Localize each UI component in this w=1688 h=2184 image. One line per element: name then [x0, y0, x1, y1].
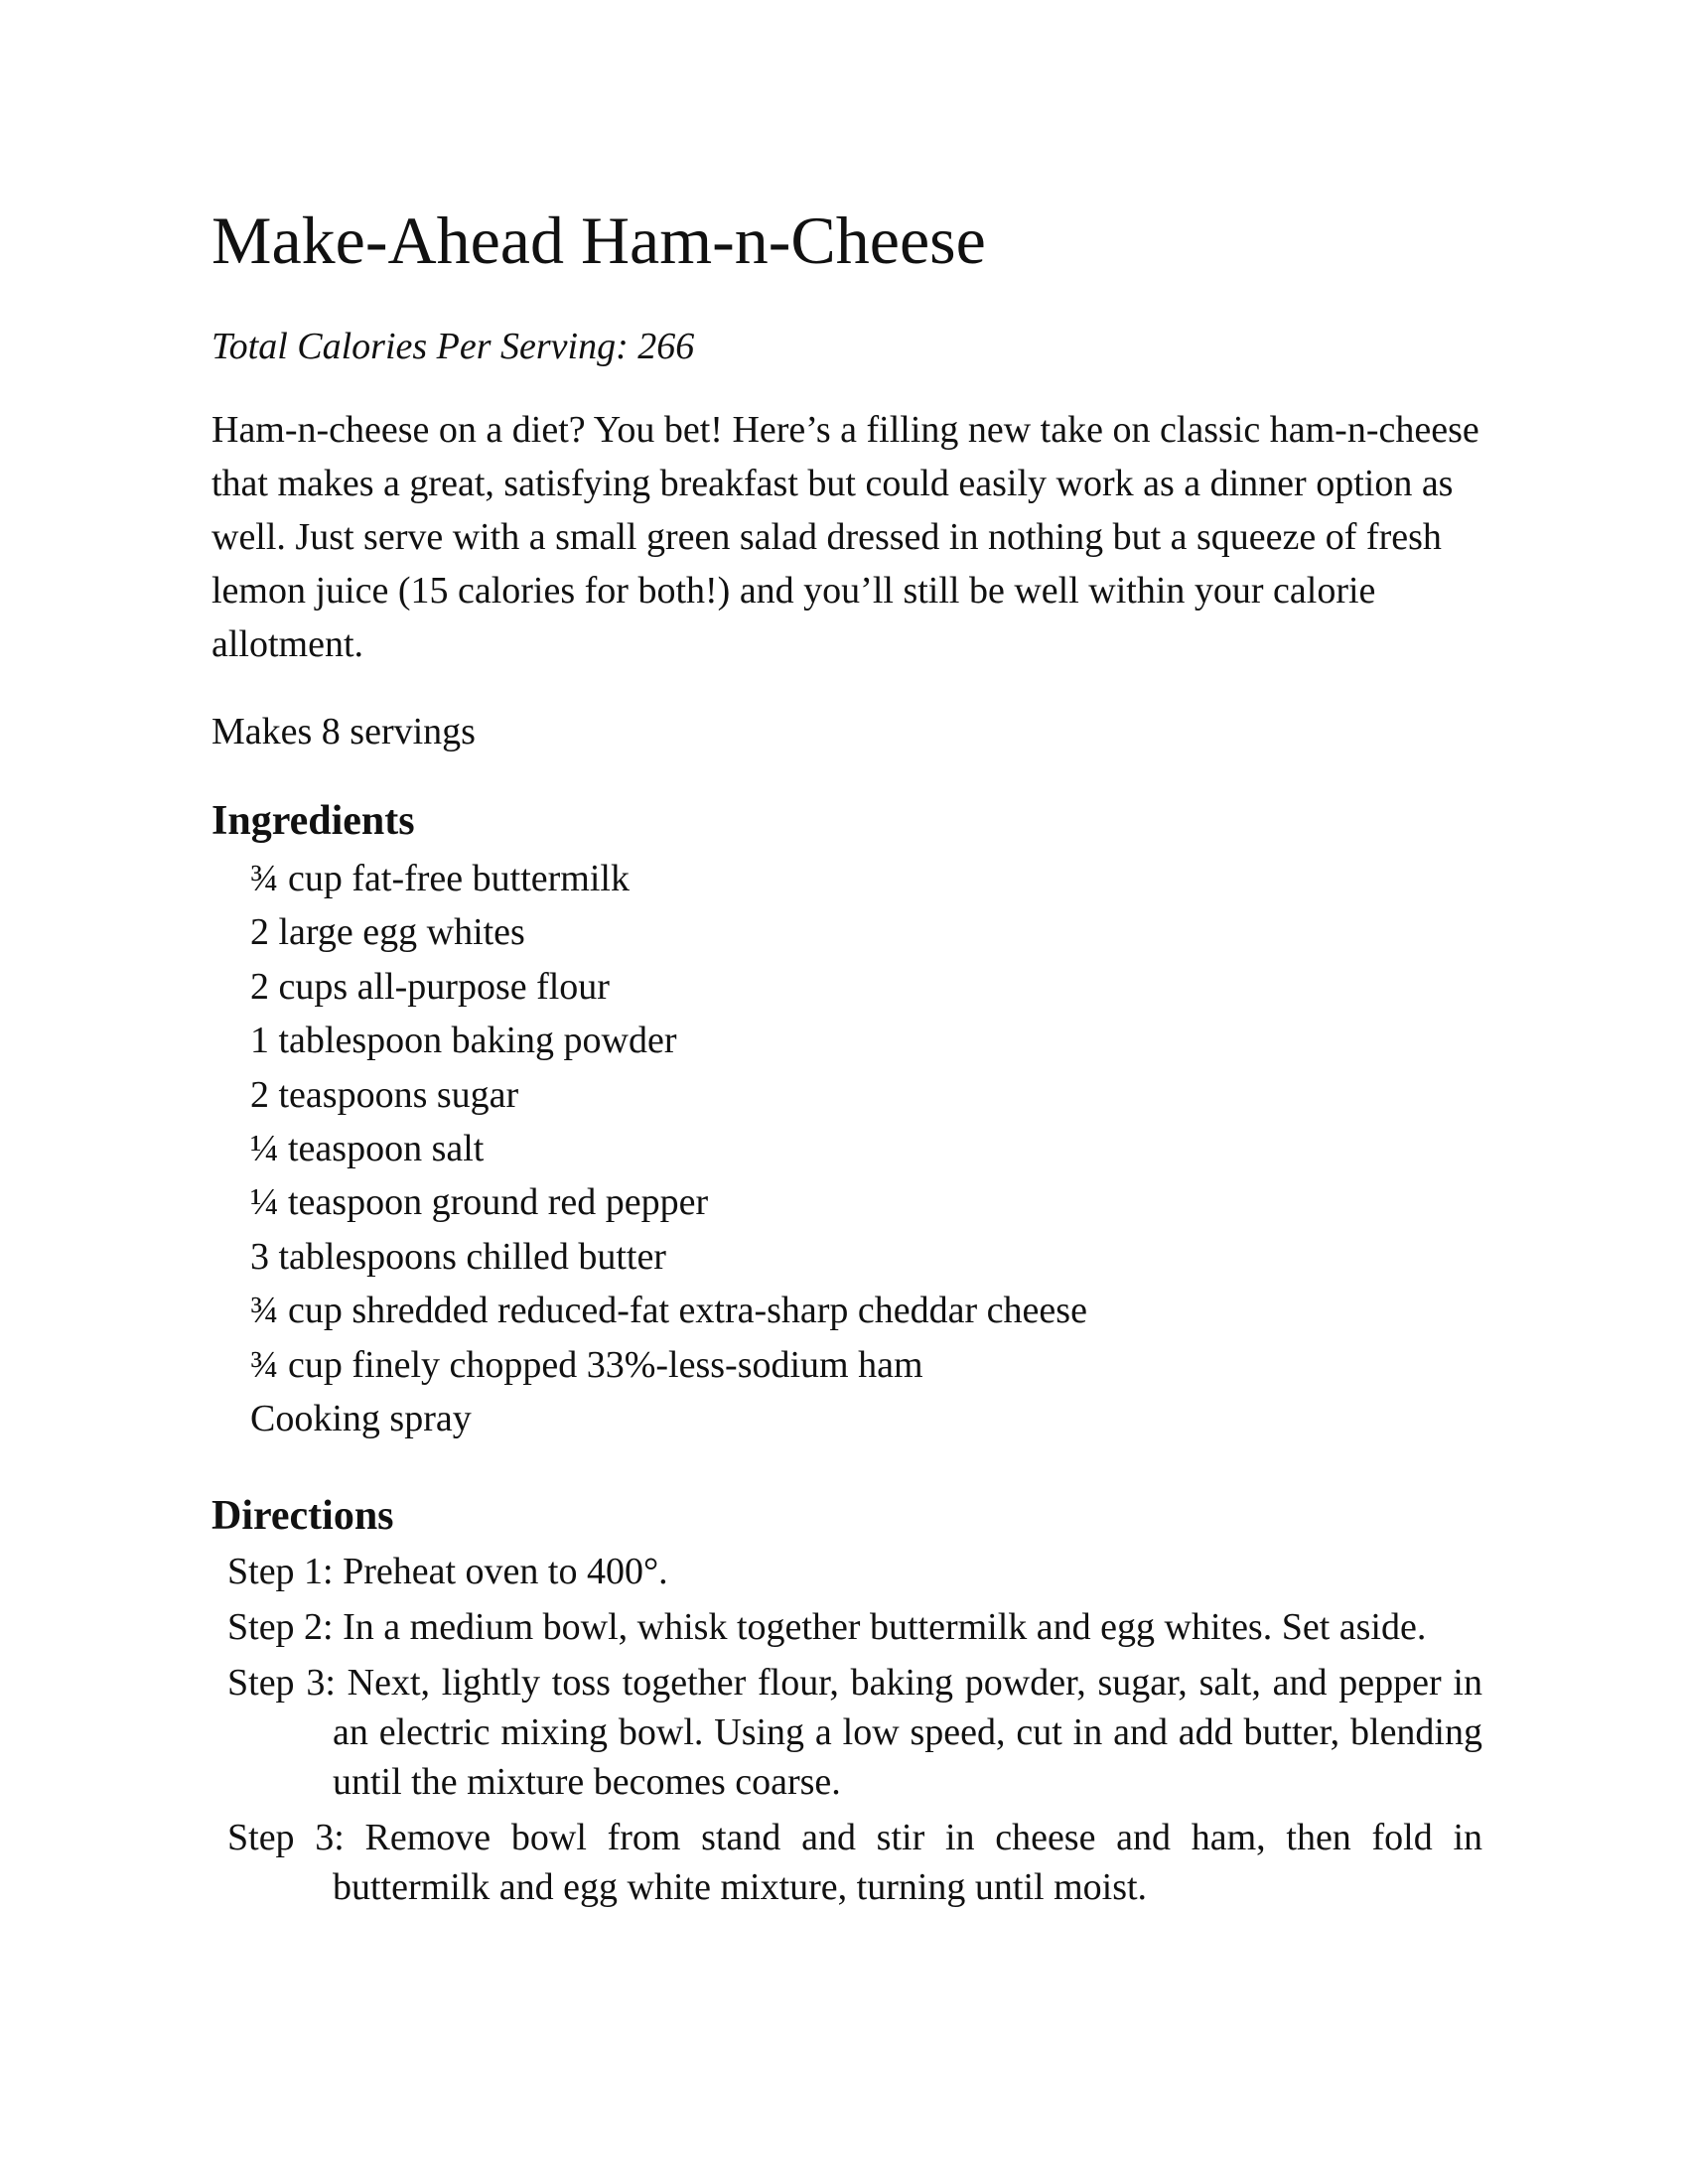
ingredient-item: 3 tablespoons chilled butter — [250, 1235, 666, 1278]
ingredient-item: 2 large egg whites — [250, 911, 525, 954]
recipe-page — [211, 199, 1482, 1918]
ingredient-list — [211, 852, 1482, 1445]
calories-per-serving: Total Calories Per Serving: 266 — [211, 326, 695, 367]
servings-count: Makes 8 servings — [211, 711, 476, 752]
direction-step: Step 1: Preheat oven to 400°. — [227, 1551, 668, 1593]
ingredient-item: ¾ cup finely chopped 33%-less-sodium ham — [250, 1343, 923, 1386]
ingredients-heading: Ingredients — [211, 798, 415, 844]
ingredient-item: ¼ teaspoon ground red pepper — [250, 1181, 709, 1224]
direction-step: Step 2: In a medium bowl, whisk together buttermilk and egg whites. Set aside. — [227, 1606, 1427, 1649]
directions-heading: Directions — [211, 1493, 394, 1540]
ingredient-item: 2 teaspoons sugar — [250, 1073, 519, 1116]
recipe-title: Make-Ahead Ham-n-Cheese — [211, 203, 986, 278]
ingredient-item: 2 cups all-purpose flour — [250, 965, 610, 1008]
ingredient-item: ¼ teaspoon salt — [250, 1128, 485, 1170]
direction-step: Step 3: Next, lightly toss together flour, baking powder, sugar, salt, and pepper in an electric mixing bowl. Using a low speed, cut in and add butter, blending until the mixture becomes coarse. — [227, 1662, 1482, 1804]
ingredient-item: 1 tablespoon baking powder — [250, 1020, 677, 1062]
direction-step: Step 3: Remove bowl from stand and stir in cheese and ham, then fold in buttermilk and egg white mixture, turning until moist. — [227, 1817, 1482, 1909]
directions-list — [211, 1547, 1482, 1912]
ingredient-item: ¾ cup shredded reduced-fat extra-sharp cheddar cheese — [250, 1290, 1087, 1332]
recipe-intro: Ham-n-cheese on a diet? You bet! Here’s a filling new take on classic ham-n-cheese that makes a great, satisfying breakfast but could easily work as a dinner option as well. Just serve with a small green salad dressed in nothing but a squeeze of fresh lemon juice (15 calories for both!) and you’ll still be well within your calorie allotment. — [211, 409, 1479, 665]
ingredient-item: Cooking spray — [250, 1398, 472, 1440]
ingredient-item: ¾ cup fat-free buttermilk — [250, 858, 630, 899]
